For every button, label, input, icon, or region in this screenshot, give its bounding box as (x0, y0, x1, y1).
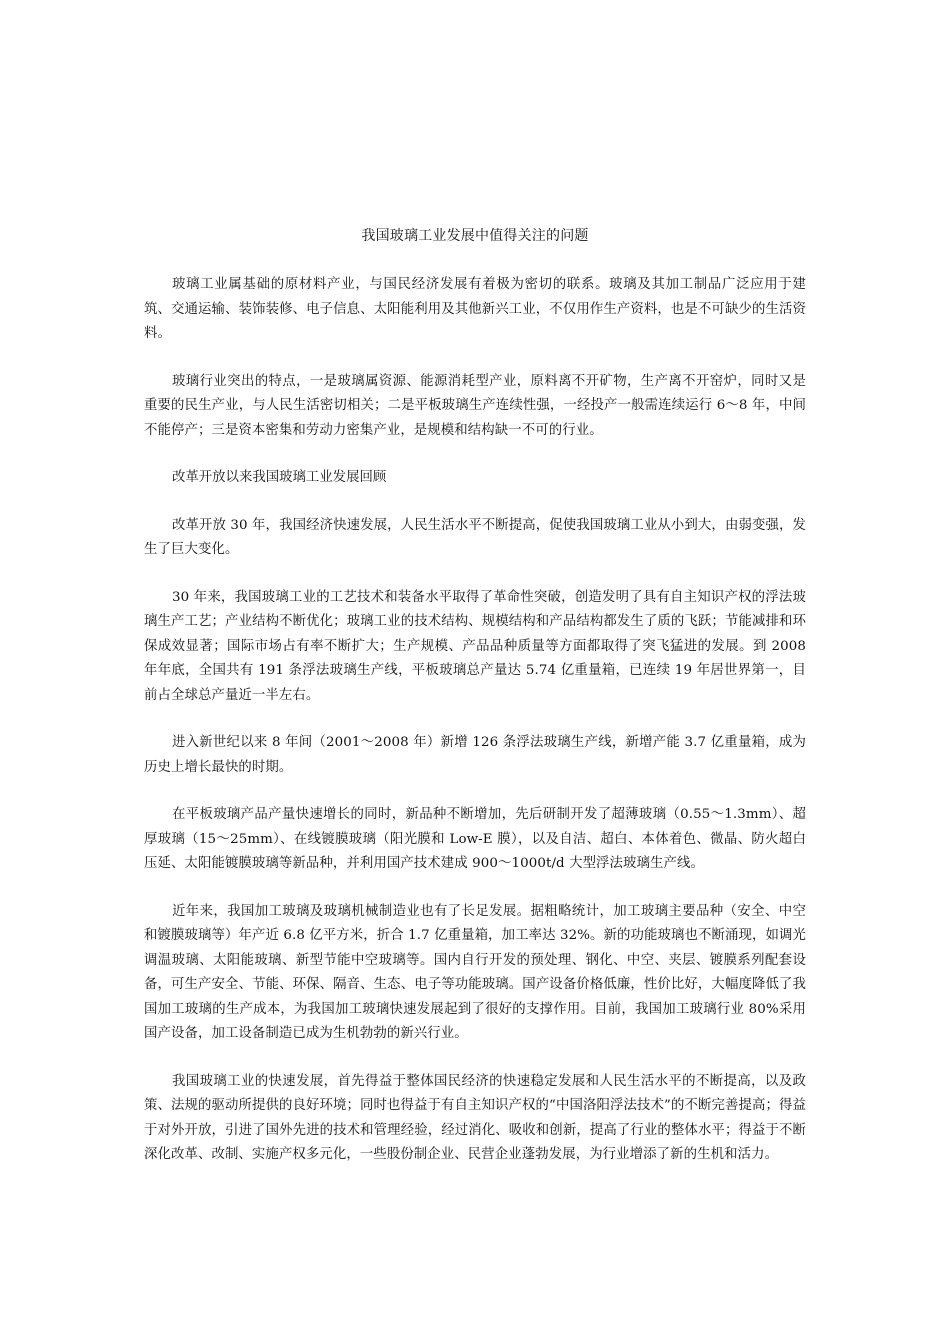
paragraph-intro: 玻璃工业属基础的原材料产业，与国民经济发展有着极为密切的联系。玻璃及其加工制品广泛应用于建筑、交通运输、装饰装修、电子信息、太阳能利用及其他新兴工业，不仅用作生产资料，也是不可缺少的生活资料。 (144, 277, 806, 341)
paragraph-reform-overview: 改革开放 30 年，我国经济快速发展，人民生活水平不断提高，促使我国玻璃工业从小到大，由弱变强，发生了巨大变化。 (144, 517, 806, 557)
paragraph-new-products: 在平板玻璃产品产量快速增长的同时，新品种不断增加，先后研制开发了超薄玻璃（0.55～1.3mm）、超厚玻璃（15～25mm）、在线镀膜玻璃（阳光膜和 Low-E 膜），以及自洁、超白、本体着色、微晶、防火超白压延、太阳能镀膜玻璃等新品种，并利用国产技术建成 900～1000t/d 大型浮法玻璃生产线。 (144, 807, 806, 871)
section-heading: 改革开放以来我国玻璃工业发展回顾 (172, 470, 387, 485)
paragraph-new-century: 进入新世纪以来 8 年间（2001～2008 年）新增 126 条浮法玻璃生产线，新增产能 3.7 亿重量箱，成为历史上增长最快的时期。 (144, 735, 806, 775)
paragraph-growth-factors: 我国玻璃工业的快速发展，首先得益于整体国民经济的快速稳定发展和人民生活水平的不断提高，以及政策、法规的驱动所提供的良好环境；同时也得益于有自主知识产权的“中国洛阳浮法技术”的不断完善提高；得益于对外开放，引进了国外先进的技术和管理经验，经过消化、吸收和创新，提高了行业的整体水平；得益于不断深化改革、改制、实施产权多元化，一些股份制企业、民营企业蓬勃发展，为行业增添了新的生机和活力。 (144, 1073, 806, 1162)
paragraph-thirty-years: 30 年来，我国玻璃工业的工艺技术和装备水平取得了革命性突破，创造发明了具有自主知识产权的浮法玻璃生产工艺；产业结构不断优化；玻璃工业的技术结构、规模结构和产品结构都发生了质的飞跃；节能减排和环保成效显著；国际市场占有率不断扩大；生产规模、产品品种质量等方面都取得了突飞猛进的发展。到 2008 年年底，全国共有 191 条浮法玻璃生产线，平板玻璃总产量达 5.74 亿重量箱，已连续 19 年居世界第一，目前占全球总产量近一半左右。 (144, 589, 806, 703)
document-title: 我国玻璃工业发展中值得关注的问题 (361, 228, 589, 244)
paragraph-industry-features: 玻璃行业突出的特点，一是玻璃属资源、能源消耗型产业，原料离不开矿物，生产离不开窑炉，同时又是重要的民生产业，与人民生活密切相关；二是平板玻璃生产连续性强，一经投产一般需连续运行 6～8 年，中间不能停产；三是资本密集和劳动力密集产业，是规模和结构缺一不可的行业。 (144, 373, 806, 438)
document-body (144, 224, 806, 1191)
paragraph-processing-glass: 近年来，我国加工玻璃及玻璃机械制造业也有了长足发展。据粗略统计，加工玻璃主要品种（安全、中空和镀膜玻璃等）年产近 6.8 亿平方米，折合 1.7 亿重量箱，加工率达 32%。新的功能玻璃也不断涌现，如调光调温玻璃、太阳能玻璃、新型节能中空玻璃等。国内自行开发的预处理、钢化、中空、夹层、镀膜系列配套设备，可生产安全、节能、环保、隔音、生态、电子等功能玻璃。国产设备价格低廉，性价比好，大幅度降低了我国加工玻璃的生产成本，为我国加工玻璃快速发展起到了很好的支撑作用。目前，我国加工玻璃行业 80%采用国产设备，加工设备制造已成为生机勃勃的新兴行业。 (144, 903, 806, 1041)
